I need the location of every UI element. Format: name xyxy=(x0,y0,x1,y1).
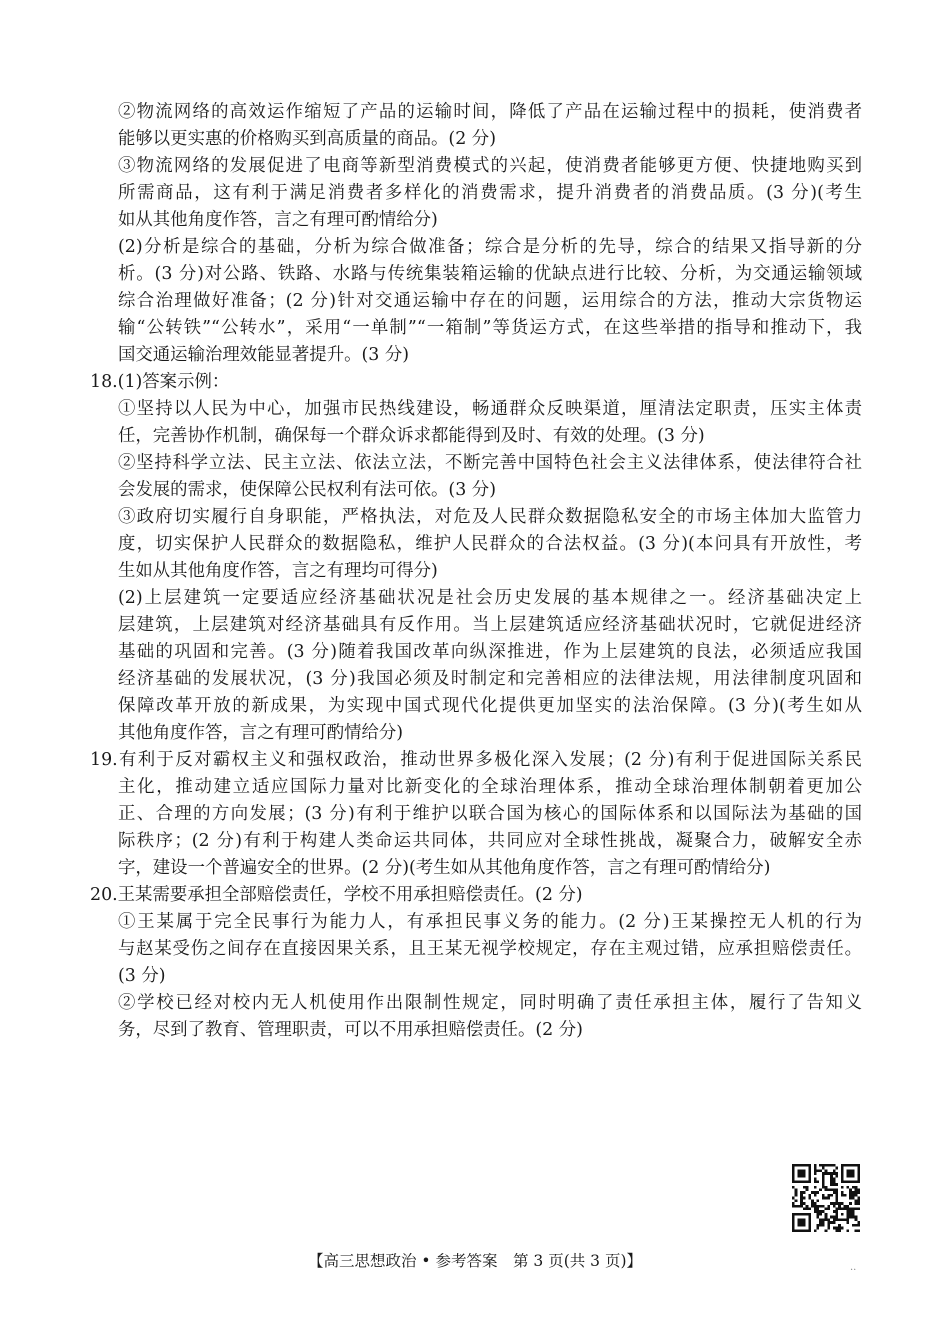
text-line: 析。(3 分)对公路、铁路、水路与传统集装箱运输的优缺点进行比较、分析，为交通运输领域 xyxy=(118,264,862,284)
text-line: 正、合理的方向发展；(3 分)有利于维护以联合国为核心的国际体系和以国际法为基础的国 xyxy=(118,804,862,824)
text-line: 与赵某受伤之间存在直接因果关系，且王某无视学校规定，存在主观过错，应承担赔偿责任。 xyxy=(118,939,862,959)
text-line: 层建筑，上层建筑对经济基础具有反作用。当上层建筑适应经济基础状况时，它就促进经济 xyxy=(118,615,862,635)
text-line: 能够以更实惠的价格购买到高质量的商品。(2 分) xyxy=(118,129,496,149)
text-line: 际秩序；(2 分)有利于构建人类命运共同体，共同应对全球性挑战，凝聚合力，破解安全赤 xyxy=(118,831,862,851)
text-line: ③政府切实履行自身职能，严格执法，对危及人民群众数据隐私安全的市场主体加大监管力 xyxy=(118,507,862,527)
text-line: 所需商品，这有利于满足消费者多样化的消费需求，提升消费者的消费品质。(3 分)(考生 xyxy=(118,183,862,203)
text-line: ②学校已经对校内无人机使用作出限制性规定，同时明确了责任承担主体，履行了告知义 xyxy=(118,993,862,1013)
text-line: 保障改革开放的新成果，为实现中国式现代化提供更加坚实的法治保障。(3 分)(考生如从 xyxy=(118,696,862,716)
text-line: 会发展的需求，使保障公民权利有法可依。(3 分) xyxy=(118,480,496,500)
text-line: ①王某属于完全民事行为能力人，有承担民事义务的能力。(2 分)王某操控无人机的行为 xyxy=(118,912,862,932)
text-line: 综合治理做好准备；(2 分)针对交通运输中存在的问题，运用综合的方法，推动大宗货物运 xyxy=(118,291,862,311)
text-line: 如从其他角度作答，言之有理可酌情给分) xyxy=(118,210,438,230)
corner-mark: .. xyxy=(850,1262,857,1273)
text-line: 度，切实保护人民群众的数据隐私，维护人民群众的合法权益。(3 分)(本问具有开放性，考 xyxy=(118,534,862,554)
text-line: 20.王某需要承担全部赔偿责任，学校不用承担赔偿责任。(2 分) xyxy=(90,885,583,905)
text-line: 任，完善协作机制，确保每一个群众诉求都能得到及时、有效的处理。(3 分) xyxy=(118,426,705,446)
qr-code xyxy=(792,1164,860,1232)
text-line: ①坚持以人民为中心，加强市民热线建设，畅通群众反映渠道，厘清法定职责，压实主体责 xyxy=(118,399,862,419)
text-line: ②坚持科学立法、民主立法、依法立法，不断完善中国特色社会主义法律体系，使法律符合社 xyxy=(118,453,862,473)
text-line: 其他角度作答，言之有理可酌情给分) xyxy=(118,723,404,743)
text-line: 生如从其他角度作答，言之有理均可得分) xyxy=(118,561,438,581)
text-line: 字，建设一个普遍安全的世界。(2 分)(考生如从其他角度作答，言之有理可酌情给分) xyxy=(118,858,771,878)
text-line: (2)分析是综合的基础，分析为综合做准备；综合是分析的先导，综合的结果又指导新的分 xyxy=(118,237,862,257)
text-line: ②物流网络的高效运作缩短了产品的运输时间，降低了产品在运输过程中的损耗，使消费者 xyxy=(118,102,862,122)
page-footer: 【高三思想政治 • 参考答案 第 3 页(共 3 页)】 xyxy=(307,1252,643,1270)
text-line: 务，尽到了教育、管理职责，可以不用承担赔偿责任。(2 分) xyxy=(118,1020,583,1040)
text-line: 19.有利于反对霸权主义和强权政治，推动世界多极化深入发展；(2 分)有利于促进国际关系民 xyxy=(90,750,862,770)
answer-text xyxy=(90,99,862,1044)
text-line: 18.(1)答案示例： xyxy=(90,372,230,392)
text-line: ③物流网络的发展促进了电商等新型消费模式的兴起，使消费者能够更方便、快捷地购买到 xyxy=(118,156,862,176)
text-line: (3 分) xyxy=(118,966,166,986)
text-line: 经济基础的发展状况，(3 分)我国必须及时制定和完善相应的法律法规，用法律制度巩固和 xyxy=(118,669,862,689)
text-line: 国交通运输治理效能显著提升。(3 分) xyxy=(118,345,410,365)
text-line: (2)上层建筑一定要适应经济基础状况是社会历史发展的基本规律之一。经济基础决定上 xyxy=(118,588,862,608)
text-line: 基础的巩固和完善。(3 分)随着我国改革向纵深推进，作为上层建筑的良法，必须适应我国 xyxy=(118,642,862,662)
text-line: 输“公转铁”“公转水”，采用“一单制”“一箱制”等货运方式，在这些举措的指导和推动下，我 xyxy=(118,318,862,338)
text-line: 主化，推动建立适应国际力量对比新变化的全球治理体系，推动全球治理体制朝着更加公 xyxy=(118,777,862,797)
